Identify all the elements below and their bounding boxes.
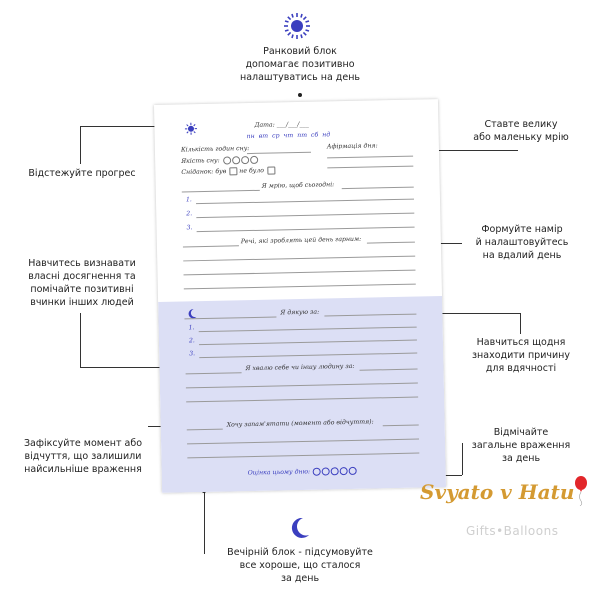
number-2: 2. [186,210,193,218]
evening-block [158,296,446,493]
sun-icon [184,122,197,135]
leader-line [80,126,81,164]
rating-face-icon[interactable] [331,467,339,475]
rating-face-icon[interactable] [313,468,321,476]
rating-face-icon[interactable] [232,156,240,164]
brand-tagline: Gifts•Balloons [466,524,559,538]
brand-name: Svyato v Hatu [420,480,575,504]
rating-face-icon[interactable] [349,467,357,475]
rating-face-icon[interactable] [250,156,258,164]
number-3: 3. [189,350,196,358]
sun-icon [283,12,311,40]
planner-page [154,99,446,493]
checkbox[interactable] [229,167,237,175]
praise-label: Я хвалю себе чи іншу людину за: [245,362,355,373]
leader-line [80,313,81,367]
callout-achievements: Навчитесь визнавати власні досягнення та помічайте позитивні вчинки інших людей [28,258,136,308]
leader-dot [298,93,302,97]
number-1: 1. [188,324,195,332]
rating-face-icon[interactable] [223,156,231,164]
crescent-moon-icon [287,516,311,540]
grateful-label: Я дякую за: [280,308,320,317]
rating-face-icon[interactable] [322,467,330,475]
leader-line [462,443,463,475]
balloon-icon [574,476,588,506]
callout-morning-block: Ранковий блок допомагає позитивно налаштуватись на день [239,46,361,83]
breakfast-row: Сніданок: був не було [181,166,275,176]
rate-day-row: Оцінка цьому дню: [248,467,358,477]
callout-big-dream: Ставте велику або маленьку мрію [473,119,569,143]
callout-track-progress: Відстежуйте прогрес [28,168,136,179]
remember-label: Хочу запам'ятати (момент або відчуття): [226,418,374,429]
sleep-hours-label: Кількість годин сну: [180,145,250,154]
great-day-label: Речі, які зроблять цей день гарним: [240,235,362,246]
weekday-row: пн вт ср чт пт сб нд [246,131,331,141]
callout-intention: Формуйте намір й налаштовуйтесь на вдалий день [475,224,569,261]
leader-line [520,313,521,334]
rating-face-icon[interactable] [241,156,249,164]
number-3: 3. [186,224,193,232]
number-1: 1. [185,196,192,204]
affirmation-label: Афірмація дня: [326,142,378,151]
sleep-quality-row: Якість сну: [181,156,258,166]
callout-moment: Зафіксуйте момент або відчуття, що залишили найсильніше враження [23,438,143,475]
callout-impression: Відмічайте загальне враження за день [471,427,571,464]
dream-label: Я мрію, щоб сьогодні: [261,181,335,190]
date-row: Дата: ___/___/___ [254,120,309,129]
leader-line [204,492,205,554]
number-2: 2. [188,337,195,345]
checkbox[interactable] [267,166,275,174]
callout-evening-block: Вечірній блок - підсумовуйте все хороше, що сталося за день [227,547,373,584]
rating-face-icon[interactable] [340,467,348,475]
callout-gratitude: Навчиться щодня знаходити причину для вдячності [471,337,571,374]
